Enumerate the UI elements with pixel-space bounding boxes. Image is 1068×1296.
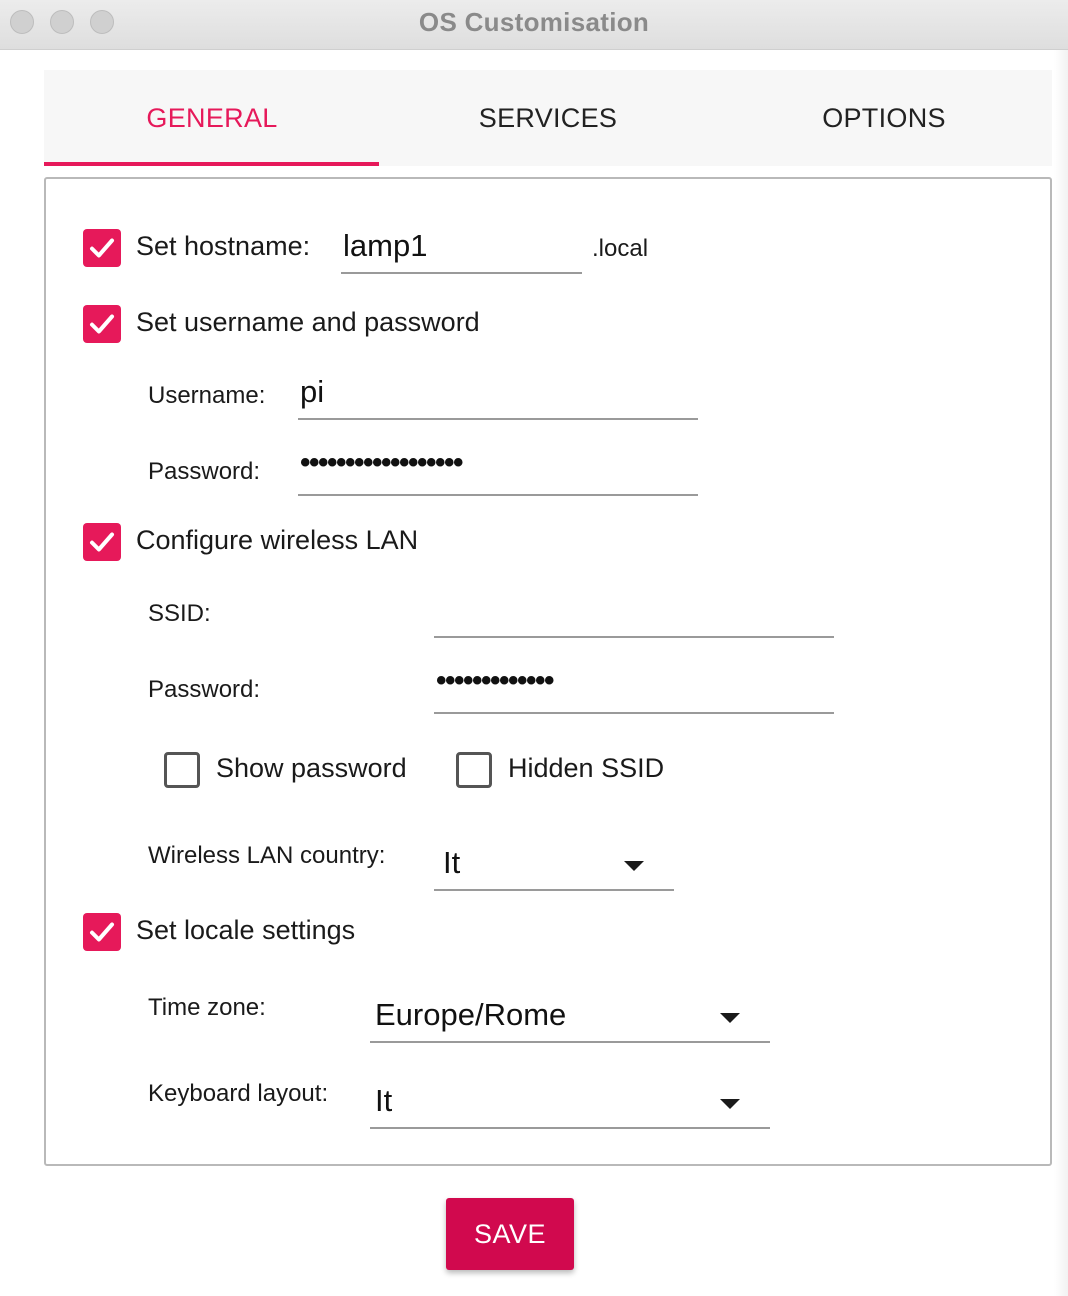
set-hostname-checkbox[interactable] bbox=[83, 229, 121, 267]
set-username-password-checkbox[interactable] bbox=[83, 305, 121, 343]
wlan-password-input[interactable] bbox=[434, 664, 834, 714]
window-title: OS Customisation bbox=[418, 7, 650, 37]
tab-options[interactable]: OPTIONS bbox=[822, 102, 946, 133]
timezone-value: Europe/Rome bbox=[375, 997, 567, 1032]
configure-wlan-label: Configure wireless LAN bbox=[136, 525, 419, 555]
hidden-ssid-checkbox[interactable] bbox=[456, 752, 492, 788]
user-password-label: Password: bbox=[148, 458, 261, 485]
hostname-value: lamp1 bbox=[343, 228, 428, 263]
save-button[interactable]: SAVE bbox=[446, 1198, 574, 1270]
keyboard-layout-value: It bbox=[375, 1083, 393, 1118]
set-hostname-label: Set hostname: bbox=[136, 231, 311, 261]
username-value: pi bbox=[300, 374, 325, 409]
keyboard-layout-label: Keyboard layout: bbox=[148, 1080, 329, 1107]
timezone-select[interactable] bbox=[370, 993, 770, 1043]
set-locale-label: Set locale settings bbox=[136, 915, 356, 945]
dropdown-arrow-icon bbox=[624, 861, 644, 871]
dropdown-arrow-icon bbox=[720, 1013, 740, 1023]
timezone-label: Time zone: bbox=[148, 994, 266, 1021]
wlan-country-select[interactable] bbox=[434, 841, 674, 891]
checkmark-icon bbox=[87, 309, 117, 339]
username-label: Username: bbox=[148, 382, 266, 409]
ssid-label: SSID: bbox=[148, 600, 211, 627]
wlan-country-label: Wireless LAN country: bbox=[148, 842, 386, 869]
wlan-password-value: ••••••••••••• bbox=[436, 664, 554, 697]
tab-general[interactable]: GENERAL bbox=[146, 102, 278, 133]
show-password-checkbox[interactable] bbox=[164, 752, 200, 788]
checkmark-icon bbox=[87, 527, 117, 557]
keyboard-layout-select[interactable] bbox=[370, 1079, 770, 1129]
set-locale-checkbox[interactable] bbox=[83, 913, 121, 951]
hostname-suffix: .local bbox=[592, 235, 649, 262]
wlan-country-value: It bbox=[443, 845, 461, 880]
show-password-label: Show password bbox=[216, 753, 407, 783]
tab-services[interactable]: SERVICES bbox=[478, 102, 618, 133]
hidden-ssid-label: Hidden SSID bbox=[508, 753, 665, 783]
configure-wlan-checkbox[interactable] bbox=[83, 523, 121, 561]
window-edge-shadow bbox=[1054, 50, 1068, 1296]
dropdown-arrow-icon bbox=[720, 1099, 740, 1109]
user-password-value: •••••••••••••••••• bbox=[300, 446, 463, 479]
tab-bar bbox=[44, 70, 1052, 166]
checkmark-icon bbox=[87, 233, 117, 263]
active-tab-indicator bbox=[44, 162, 379, 166]
title-bar bbox=[0, 0, 1068, 50]
ssid-input[interactable] bbox=[434, 588, 834, 638]
hostname-input[interactable] bbox=[341, 224, 582, 274]
username-input[interactable] bbox=[298, 370, 698, 420]
wlan-password-label: Password: bbox=[148, 676, 261, 703]
checkmark-icon bbox=[87, 917, 117, 947]
set-username-password-label: Set username and password bbox=[136, 307, 480, 337]
user-password-input[interactable] bbox=[298, 446, 698, 496]
